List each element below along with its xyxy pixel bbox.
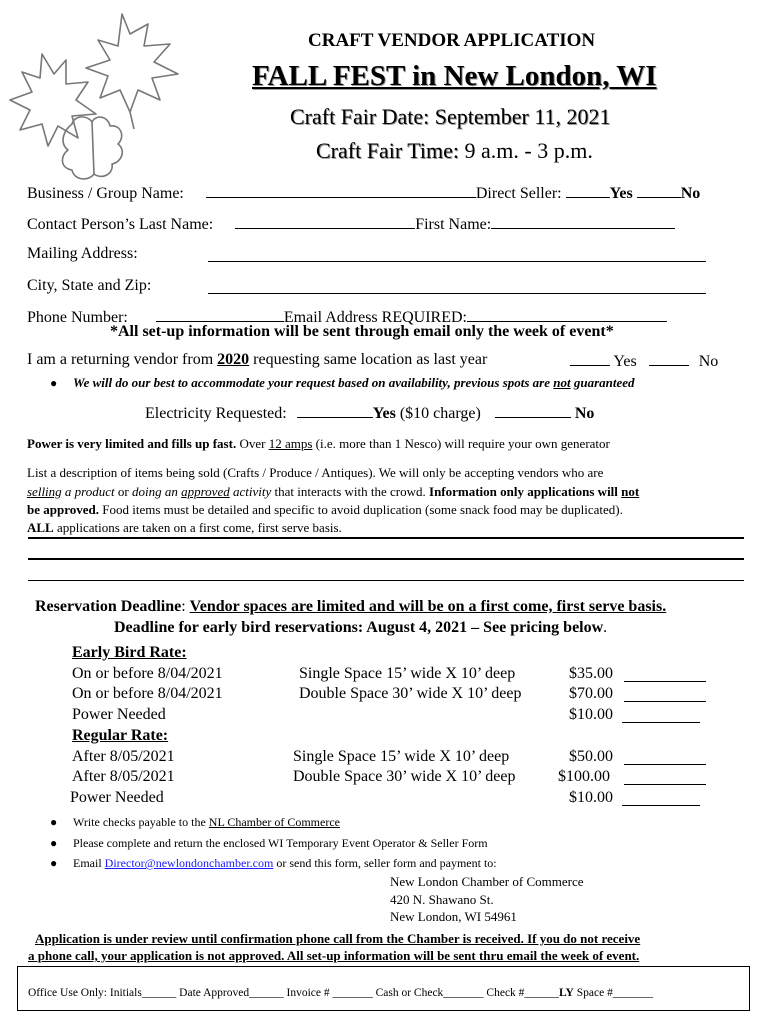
- regular-row-1-blank[interactable]: [624, 764, 706, 765]
- early-row-1-desc: Single Space 15’ wide X 10’ deep: [299, 665, 516, 682]
- office-use-text: Office Use Only: Initials______ Date Approved______ Invoice # _______ Cash or Check_______ Check #______: [28, 987, 559, 999]
- office-use-ly: LY: [558, 987, 574, 999]
- contact-row: [27, 214, 675, 234]
- returning-note-not: not: [553, 375, 571, 390]
- form-title: CRAFT VENDOR APPLICATION: [308, 30, 596, 51]
- desc-all: ALL: [27, 520, 54, 535]
- city-field[interactable]: [208, 293, 706, 294]
- power-amps: 12 amps: [268, 436, 313, 451]
- bullet-icon: ●: [50, 815, 58, 829]
- desc-line-2: [27, 484, 639, 500]
- returning-note: [73, 375, 635, 391]
- first-name-field[interactable]: [491, 214, 675, 229]
- bullet-icon: ●: [50, 376, 58, 390]
- desc-answer-line-3[interactable]: [28, 580, 744, 581]
- early-row-2-blank[interactable]: [624, 701, 706, 702]
- desc-food: Food items must be detailed and specific to avoid duplication (some snack food may be duplicated).: [102, 502, 623, 517]
- desc-line-4: [27, 520, 342, 536]
- returning-row: [27, 351, 487, 369]
- desc-all-rest: applications are taken on a first come, first serve basis.: [56, 520, 342, 535]
- returning-pre: I am a returning vendor from: [27, 351, 214, 368]
- checks-line: [73, 815, 340, 830]
- regular-row-2-price: $100.00: [558, 768, 610, 785]
- direct-seller-yes-blank[interactable]: [566, 183, 610, 198]
- electricity-yes-blank[interactable]: [297, 403, 373, 418]
- address-line-3: New London, WI 54961: [390, 909, 517, 924]
- early-row-1-blank[interactable]: [624, 681, 706, 682]
- first-name-label: First Name:: [415, 216, 492, 233]
- desc-doing: doing an: [131, 484, 178, 499]
- power-note: [27, 436, 610, 452]
- regular-heading: Regular Rate:: [72, 727, 169, 744]
- checks-payee: NL Chamber of Commerce: [208, 815, 340, 829]
- returning-note-post: guaranteed: [573, 375, 635, 390]
- returning-year: 2020: [217, 351, 250, 368]
- direct-seller-no-blank[interactable]: [637, 183, 681, 198]
- early-row-1-price: $35.00: [569, 665, 613, 682]
- bullet-icon: ●: [50, 856, 58, 870]
- regular-row-2-when: After 8/05/2021: [72, 768, 175, 785]
- leaf-logo-icon: [2, 4, 192, 184]
- returning-no-blank[interactable]: [649, 351, 689, 366]
- direct-seller-no: No: [680, 185, 701, 202]
- mailing-label: Mailing Address:: [27, 245, 138, 262]
- early-row-1-when: On or before 8/04/2021: [72, 665, 223, 682]
- business-name-label: Business / Group Name:: [27, 185, 184, 202]
- regular-row-3-when: Power Needed: [70, 789, 164, 806]
- fair-time-value: 9 a.m. - 3 p.m.: [464, 138, 593, 163]
- mailing-field[interactable]: [208, 261, 706, 262]
- fair-time-label: Craft Fair Time:: [316, 138, 460, 163]
- contact-last-name-field[interactable]: [235, 214, 415, 229]
- review-notice-2: a phone call, your application is not approved. All set-up information will be sent thru email the week of event.: [28, 948, 640, 963]
- desc-answer-line-2[interactable]: [28, 558, 744, 560]
- early-bird-heading: Early Bird Rate:: [72, 644, 187, 661]
- bullet-icon: ●: [50, 836, 58, 850]
- email-post: or send this form, seller form and payment to:: [276, 856, 497, 870]
- reservation-deadline-text: Vendor spaces are limited and will be on a first come, first serve basis.: [189, 598, 667, 615]
- desc-be-approved: be approved.: [27, 502, 99, 517]
- electricity-row: [145, 403, 594, 423]
- desc-activity: activity: [232, 484, 272, 499]
- desc-approved: approved: [181, 484, 230, 499]
- early-row-3-price: $10.00: [569, 706, 613, 723]
- early-row-2-when: On or before 8/04/2021: [72, 685, 223, 702]
- direct-seller-label: Direct Seller:: [475, 185, 562, 202]
- business-row: [27, 183, 700, 203]
- review-notice-1: Application is under review until confirmation phone call from the Chamber is received. If you do not receive: [35, 931, 641, 946]
- setup-note: *All set-up information will be sent through email only the week of event*: [110, 323, 614, 340]
- direct-seller-yes: Yes: [609, 185, 633, 202]
- desc-not: not: [621, 484, 640, 499]
- regular-row-2-blank[interactable]: [624, 784, 706, 785]
- address-line-2: 420 N. Shawano St.: [390, 892, 494, 907]
- business-name-field[interactable]: [206, 183, 476, 198]
- power-note-bold: Power is very limited and fills up fast.: [27, 436, 237, 451]
- early-row-3-when: Power Needed: [72, 706, 166, 723]
- phone-field[interactable]: [156, 307, 284, 322]
- power-note-pre: Over: [239, 436, 266, 451]
- contact-last-name-label: Contact Person’s Last Name:: [27, 216, 214, 233]
- early-bird-deadline: Deadline for early bird reservations: August 4, 2021 – See pricing below.: [114, 619, 608, 636]
- electricity-label: Electricity Requested:: [145, 405, 287, 422]
- regular-row-3-blank[interactable]: [622, 805, 700, 806]
- office-use-line: [28, 987, 653, 999]
- returning-post: requesting same location as last year: [253, 351, 488, 368]
- regular-row-3-price: $10.00: [569, 789, 613, 806]
- electricity-charge: ($10 charge): [399, 405, 481, 422]
- address-line-1: New London Chamber of Commerce: [390, 874, 584, 889]
- email-field[interactable]: [467, 307, 667, 322]
- office-use-space: Space #_______: [576, 987, 654, 999]
- returning-choice: [570, 351, 718, 371]
- event-name: FALL FEST in New London, WI: [252, 60, 657, 92]
- chamber-email-link[interactable]: Director@newlondonchamber.com: [104, 856, 274, 870]
- email-pre: Email: [73, 856, 102, 870]
- desc-line-3: [27, 502, 623, 518]
- email-label: Email Address REQUIRED:: [283, 309, 467, 326]
- early-bird-deadline-text: Deadline for early bird reservations: August 4, 2021 – See pricing below: [114, 619, 604, 636]
- returning-yes-blank[interactable]: [570, 351, 610, 366]
- desc-answer-line-1[interactable]: [28, 537, 744, 539]
- regular-row-1-desc: Single Space 15’ wide X 10’ deep: [293, 748, 510, 765]
- fair-time: [316, 138, 593, 164]
- electricity-no-blank[interactable]: [495, 403, 571, 418]
- regular-row-1-when: After 8/05/2021: [72, 748, 175, 765]
- desc-line-1: List a description of items being sold (Crafts / Produce / Antiques). We will only be accepting vendors who are: [27, 465, 604, 480]
- early-row-3-blank[interactable]: [622, 722, 700, 723]
- electricity-no: No: [574, 405, 595, 422]
- desc-rest: that interacts with the crowd.: [274, 484, 426, 499]
- early-row-2-price: $70.00: [569, 685, 613, 702]
- returning-yes: Yes: [613, 353, 637, 370]
- returning-no: No: [698, 353, 719, 370]
- early-row-2-desc: Double Space 30’ wide X 10’ deep: [299, 685, 522, 702]
- fair-date: Craft Fair Date: September 11, 2021: [290, 104, 611, 129]
- phone-label: Phone Number:: [27, 309, 128, 326]
- form-line: Please complete and return the enclosed WI Temporary Event Operator & Seller Form: [73, 836, 488, 850]
- reservation-deadline: Reservation Deadline: Vendor spaces are limited and will be on a first come, first serve basis.: [35, 598, 667, 615]
- email-line: [73, 856, 497, 871]
- reservation-deadline-label: Reservation Deadline: [35, 598, 182, 615]
- desc-selling: selling: [27, 484, 62, 499]
- desc-or: or: [117, 484, 129, 499]
- regular-row-1-price: $50.00: [569, 748, 613, 765]
- power-note-post: (i.e. more than 1 Nesco) will require your own generator: [315, 436, 610, 451]
- regular-row-2-desc: Double Space 30’ wide X 10’ deep: [293, 768, 516, 785]
- returning-note-pre: We will do our best to accommodate your request based on availability, previous spots are: [73, 375, 551, 390]
- city-label: City, State and Zip:: [27, 277, 152, 294]
- desc-a-product: a product: [64, 484, 115, 499]
- electricity-yes: Yes: [372, 405, 396, 422]
- desc-bold: Information only applications will: [429, 484, 618, 499]
- checks-pre: Write checks payable to the: [73, 815, 206, 829]
